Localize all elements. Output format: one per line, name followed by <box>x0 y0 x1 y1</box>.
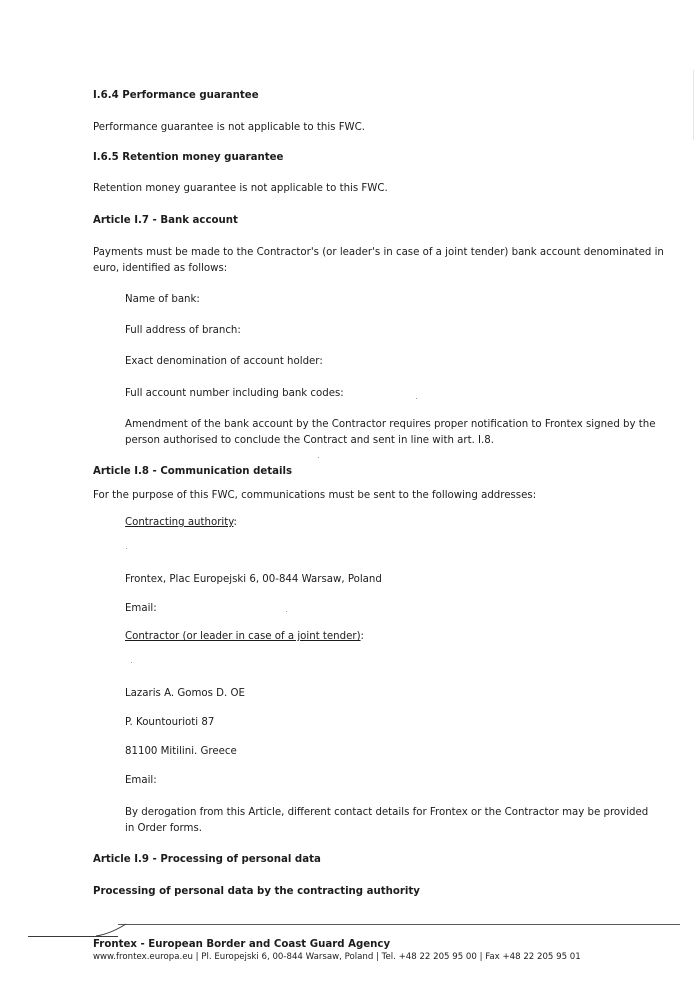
bank-branch-field: Full address of branch: <box>125 325 241 336</box>
scan-speck <box>126 548 127 549</box>
section-heading-retention-guarantee: I.6.5 Retention money guarantee <box>93 152 284 163</box>
bank-intro-line-1: Payments must be made to the Contractor's (or leader's in case of a joint tender) bank account denominated in <box>93 247 664 258</box>
scan-speck <box>131 662 132 663</box>
scan-edge <box>693 70 694 140</box>
section-heading-performance-guarantee: I.6.4 Performance guarantee <box>93 90 259 101</box>
scan-speck <box>318 457 319 458</box>
article-heading-bank-account: Article I.7 - Bank account <box>93 215 238 226</box>
contracting-authority-address: Frontex, Plac Europejski 6, 00-844 Warsaw, Poland <box>125 574 382 585</box>
contracting-authority-email: Email: <box>125 603 157 614</box>
personal-data-subheading: Processing of personal data by the contracting authority <box>93 886 420 897</box>
contractor-city: 81100 Mitilini. Greece <box>125 746 237 757</box>
contracting-authority-colon: : <box>233 517 237 528</box>
footer-rule-left <box>28 936 118 937</box>
article-heading-communication-details: Article I.8 - Communication details <box>93 466 293 477</box>
contractor-email: Email: <box>125 775 157 786</box>
scan-speck <box>286 611 287 612</box>
communication-intro: For the purpose of this FWC, communications must be sent to the following addresses: <box>93 490 537 501</box>
article-heading-personal-data: Article I.9 - Processing of personal data <box>93 854 321 865</box>
footer-agency-name: Frontex - European Border and Coast Guard Agency <box>93 939 391 950</box>
scan-speck <box>416 398 417 399</box>
account-holder-field: Exact denomination of account holder: <box>125 356 323 367</box>
contracting-authority-label: Contracting authority <box>125 517 234 528</box>
account-number-field: Full account number including bank codes: <box>125 388 344 399</box>
contractor-name: Lazaris A. Gomos D. OE <box>125 688 245 699</box>
bank-name-field: Name of bank: <box>125 294 200 305</box>
contractor-colon: : <box>360 631 364 642</box>
derogation-line-1: By derogation from this Article, different contact details for Frontex or the Contractor may be provided <box>125 807 649 818</box>
bank-intro-line-2: euro, identified as follows: <box>93 263 228 274</box>
contractor-label: Contractor (or leader in case of a joint tender) <box>125 631 361 642</box>
bank-amendment-line-2: person authorised to conclude the Contract and sent in line with art. I.8. <box>125 435 495 446</box>
footer-contact-line: www.frontex.europa.eu | Pl. Europejski 6, 00-844 Warsaw, Poland | Tel. +48 22 205 95 00 | Fax +48 22 205 95 01 <box>93 952 581 962</box>
contractor-street: P. Kountourioti 87 <box>125 717 215 728</box>
bank-amendment-line-1: Amendment of the bank account by the Contractor requires proper notification to Frontex signed by the <box>125 419 656 430</box>
contractor-heading <box>125 630 364 643</box>
retention-guarantee-text: Retention money guarantee is not applicable to this FWC. <box>93 183 388 194</box>
performance-guarantee-text: Performance guarantee is not applicable to this FWC. <box>93 122 365 133</box>
derogation-line-2: in Order forms. <box>125 823 203 834</box>
footer-rule-right <box>118 924 680 925</box>
contracting-authority-heading <box>125 516 237 529</box>
